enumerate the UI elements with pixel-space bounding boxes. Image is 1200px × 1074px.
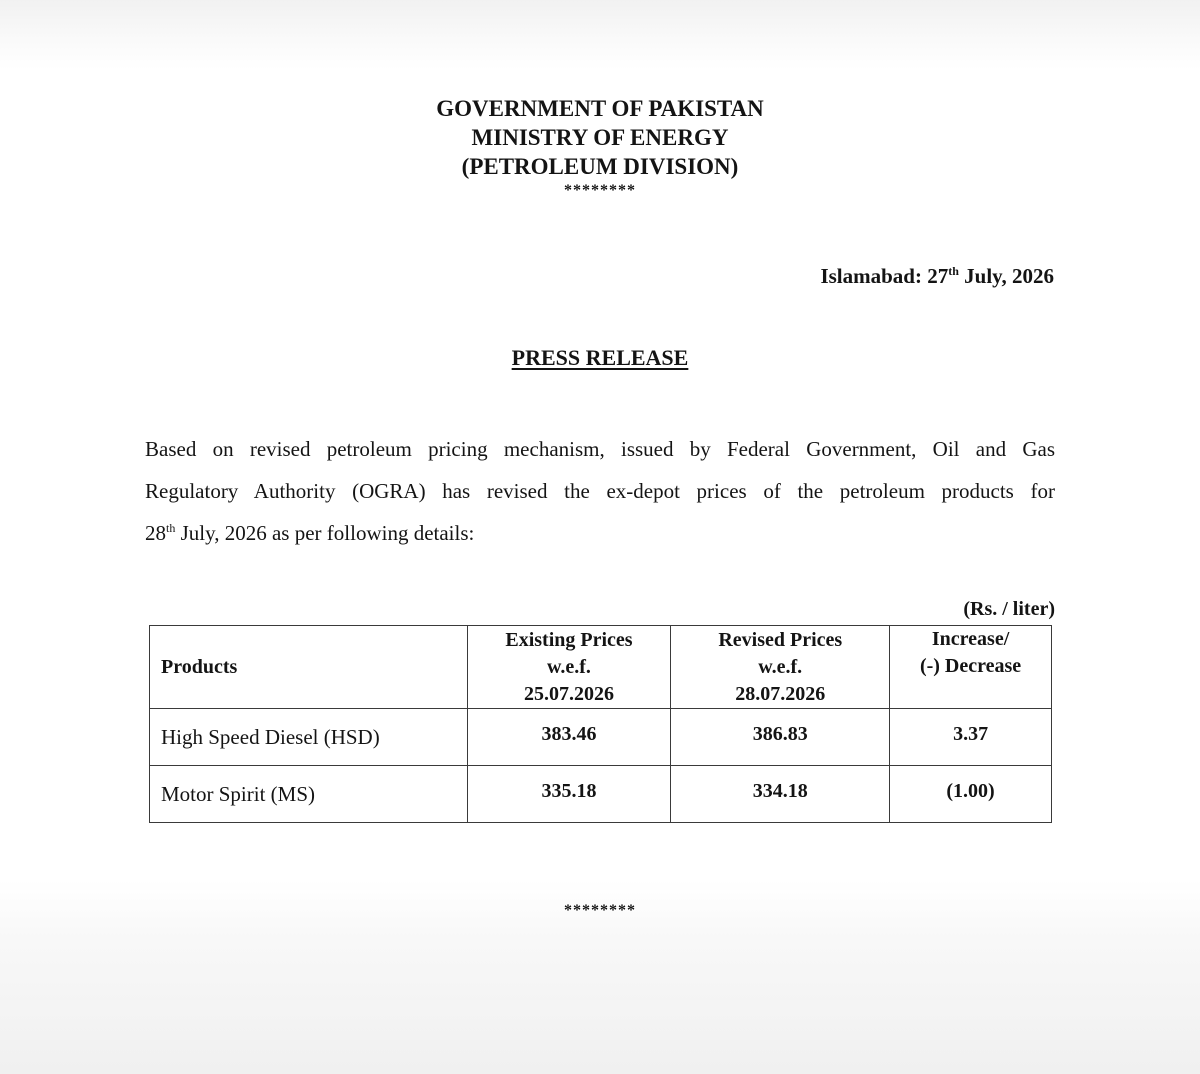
letterhead <box>0 94 1200 181</box>
paragraph-date-ordinal: th <box>166 521 176 535</box>
paragraph-line-2: Regulatory Authority (OGRA) has revised the ex-depot prices of the petroleum products for <box>145 479 1055 503</box>
revised-price-value: 386.83 <box>752 722 808 745</box>
header-existing-prices <box>467 626 671 709</box>
header-change-line-1: Increase/ <box>931 628 1010 650</box>
existing-price <box>467 766 671 823</box>
dateline-ordinal: th <box>948 264 959 278</box>
dateline-rest: July, 2026 <box>958 264 1054 288</box>
price-change-value: (1.00) <box>946 779 995 802</box>
government-name: GOVERNMENT OF PAKISTAN <box>436 96 764 121</box>
dateline <box>720 264 1054 289</box>
header-change <box>890 626 1052 709</box>
price-change <box>890 709 1052 766</box>
document-title-text: PRESS RELEASE <box>511 345 689 370</box>
header-revised-line-3: 28.07.2026 <box>735 682 826 705</box>
header-existing-line-3: 25.07.2026 <box>523 682 614 705</box>
price-change <box>890 766 1052 823</box>
table-row <box>150 709 1052 766</box>
header-revised-line-2: w.e.f. <box>758 655 803 678</box>
division-name: (PETROLEUM DIVISION) <box>461 154 739 179</box>
paragraph-date-prefix: 28 <box>145 521 166 545</box>
price-table <box>149 625 1052 823</box>
product-name: Motor Spirit (MS) <box>150 766 468 823</box>
paragraph-line-1: Based on revised petroleum pricing mechanism, issued by Federal Government, Oil and Gas <box>145 437 1055 461</box>
paragraph-line-3 <box>145 512 1055 554</box>
header-existing-line-1: Existing Prices <box>505 628 633 651</box>
footer-separator: ******** <box>564 902 636 919</box>
table-row <box>150 766 1052 823</box>
header-products: Products <box>150 626 468 709</box>
dateline-prefix: Islamabad: 27 <box>820 264 949 288</box>
header-revised-line-1: Revised Prices <box>718 628 843 651</box>
header-revised-prices <box>671 626 890 709</box>
header-existing-line-2: w.e.f. <box>547 655 591 678</box>
ministry-name: MINISTRY OF ENERGY <box>471 125 729 150</box>
header-separator: ******** <box>564 182 636 199</box>
revised-price <box>671 766 890 823</box>
revised-price-value: 334.18 <box>752 779 808 802</box>
paragraph-date-rest: July, 2026 as per following details: <box>175 521 475 545</box>
table-header-row <box>150 626 1052 709</box>
document-title <box>0 345 1200 371</box>
revised-price <box>671 709 890 766</box>
body-paragraph <box>145 428 1055 554</box>
existing-price <box>467 709 671 766</box>
existing-price-value: 383.46 <box>541 722 597 745</box>
header-change-line-2: (-) Decrease <box>919 655 1022 677</box>
product-name: High Speed Diesel (HSD) <box>150 709 468 766</box>
existing-price-value: 335.18 <box>541 779 597 802</box>
price-change-value: 3.37 <box>953 722 989 745</box>
units-label: (Rs. / liter) <box>963 598 1055 620</box>
